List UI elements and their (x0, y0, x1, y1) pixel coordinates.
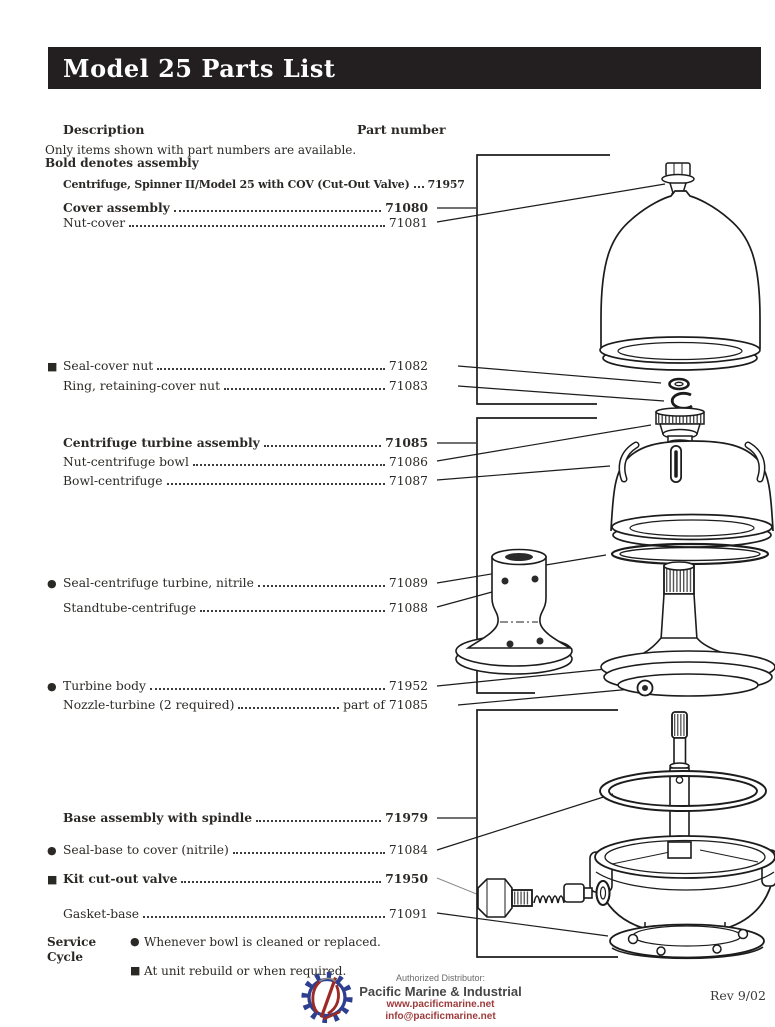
part-description: Gasket-base (63, 907, 140, 921)
row-bullet-circle: ● (47, 577, 57, 590)
parts-row-standtube (47, 601, 428, 615)
parts-row-seal-centrifuge-turbine (47, 576, 428, 591)
dot-leader (238, 698, 339, 709)
part-number: 71089 (388, 576, 428, 590)
parts-row-kit-cutout-valve (47, 872, 428, 887)
availability-note: Only items shown with part numbers are available. (45, 143, 357, 157)
part-description: Base assembly with spindle (63, 810, 253, 825)
part-description: Ring, retaining-cover nut (63, 379, 221, 393)
dot-leader (414, 178, 424, 188)
parts-row-base-assembly (47, 811, 428, 825)
distributor-website-link[interactable]: www.pacificmarine.net (386, 998, 495, 1010)
parts-row-turbine-body (47, 679, 428, 694)
bold-denotes-note: Bold denotes assembly (45, 156, 199, 170)
part-number: part of 71085 (343, 698, 428, 712)
column-header-description: Description (63, 122, 145, 137)
seal-centrifuge-turbine-illustration (612, 544, 768, 564)
parts-row-turbine-assembly (47, 436, 428, 450)
part-number: 71979 (385, 810, 428, 825)
dot-leader (224, 379, 385, 390)
row-bullet-square: ■ (47, 360, 58, 373)
seal-cover-nut-illustration (670, 379, 689, 389)
service-cycle-item: At unit rebuild or when required. (144, 964, 347, 978)
part-description: Nut-centrifuge bowl (63, 455, 189, 469)
part-description: Centrifuge, Spinner II/Model 25 with COV (Cut-Out Valve) (63, 178, 410, 191)
part-description: Seal-centrifuge turbine, nitrile (63, 576, 254, 590)
cover-illustration (600, 191, 760, 370)
parts-row-seal-cover-nut (47, 359, 428, 374)
part-description: Centrifuge turbine assembly (63, 435, 260, 450)
parts-row-bowl-centrifuge (47, 474, 428, 488)
spacer (47, 964, 130, 979)
parts-row-seal-base (47, 843, 428, 858)
distributor-name: Pacific Marine & Industrial (359, 983, 522, 999)
row-bullet-circle: ● (47, 844, 57, 857)
dot-leader (174, 201, 381, 212)
dot-leader (129, 216, 385, 227)
parts-row-retaining-ring (47, 379, 428, 393)
part-number: 71086 (388, 455, 428, 469)
part-description: Seal-base to cover (nitrile) (63, 843, 229, 857)
dot-leader (233, 843, 385, 854)
standtube-illustration (456, 550, 572, 675)
circle-bullet: ● (130, 935, 140, 948)
part-number: 71950 (385, 871, 428, 886)
exploded-parts-diagram (427, 140, 775, 970)
part-description: Kit cut-out valve (63, 871, 178, 886)
row-bullet-circle: ● (47, 680, 57, 693)
part-number: 71087 (388, 474, 428, 488)
part-number: 71957 (427, 178, 465, 191)
bowl-centrifuge-illustration (611, 441, 773, 547)
cover-assembly-bracket (477, 155, 610, 404)
distributor-logo (298, 970, 356, 1025)
part-number: 71081 (388, 216, 428, 230)
dot-leader (157, 359, 385, 370)
part-description: Seal-cover nut (63, 359, 154, 373)
dot-leader (150, 679, 385, 690)
revision-label: Rev 9/02 (710, 988, 766, 1003)
base-assembly-illustration (590, 712, 775, 958)
turbine-body-illustration (601, 562, 775, 696)
retaining-ring-illustration (672, 393, 692, 408)
part-number: 71082 (388, 359, 428, 373)
part-number: 71091 (388, 907, 428, 921)
service-cycle-item: Whenever bowl is cleaned or replaced. (144, 935, 381, 949)
dot-leader (256, 811, 381, 822)
part-description: Bowl-centrifuge (63, 474, 163, 488)
square-bullet: ■ (130, 964, 141, 977)
part-description: Standtube-centrifuge (63, 601, 197, 615)
part-number: 71952 (388, 679, 428, 693)
parts-row-centrifuge-assembly (47, 178, 465, 192)
dot-leader (181, 872, 381, 883)
part-description: Nozzle-turbine (2 required) (63, 698, 235, 712)
title-bar (48, 47, 761, 89)
distributor-block (353, 973, 528, 1023)
parts-row-nozzle-turbine (47, 698, 428, 712)
part-description: Nut-cover (63, 216, 126, 230)
distributor-email-link[interactable]: info@pacificmarine.net (385, 1010, 496, 1022)
part-number: 71080 (385, 200, 428, 215)
part-number: 71084 (388, 843, 428, 857)
dot-leader (193, 455, 385, 466)
dot-leader (143, 907, 385, 918)
part-number: 71088 (388, 601, 428, 615)
service-cycle-label: Service Cycle (47, 935, 97, 964)
dot-leader (200, 601, 385, 612)
dot-leader (258, 576, 385, 587)
distributor-heading: Authorized Distributor: (395, 973, 486, 983)
dot-leader (264, 436, 381, 447)
part-number: 71085 (385, 435, 428, 450)
part-description: Turbine body (63, 679, 147, 693)
base-assembly-bracket (477, 710, 618, 957)
parts-row-nut-cover (47, 216, 428, 230)
column-header-part-number: Part number (357, 122, 446, 137)
parts-row-cover-assembly (47, 201, 428, 215)
part-description: Cover assembly (63, 200, 170, 215)
part-number: 71083 (388, 379, 428, 393)
parts-row-gasket-base (47, 907, 428, 921)
page-title: Model 25 Parts List (63, 53, 336, 83)
row-bullet-square: ■ (47, 873, 58, 886)
dot-leader (167, 474, 385, 485)
parts-row-nut-centrifuge-bowl (47, 455, 428, 469)
